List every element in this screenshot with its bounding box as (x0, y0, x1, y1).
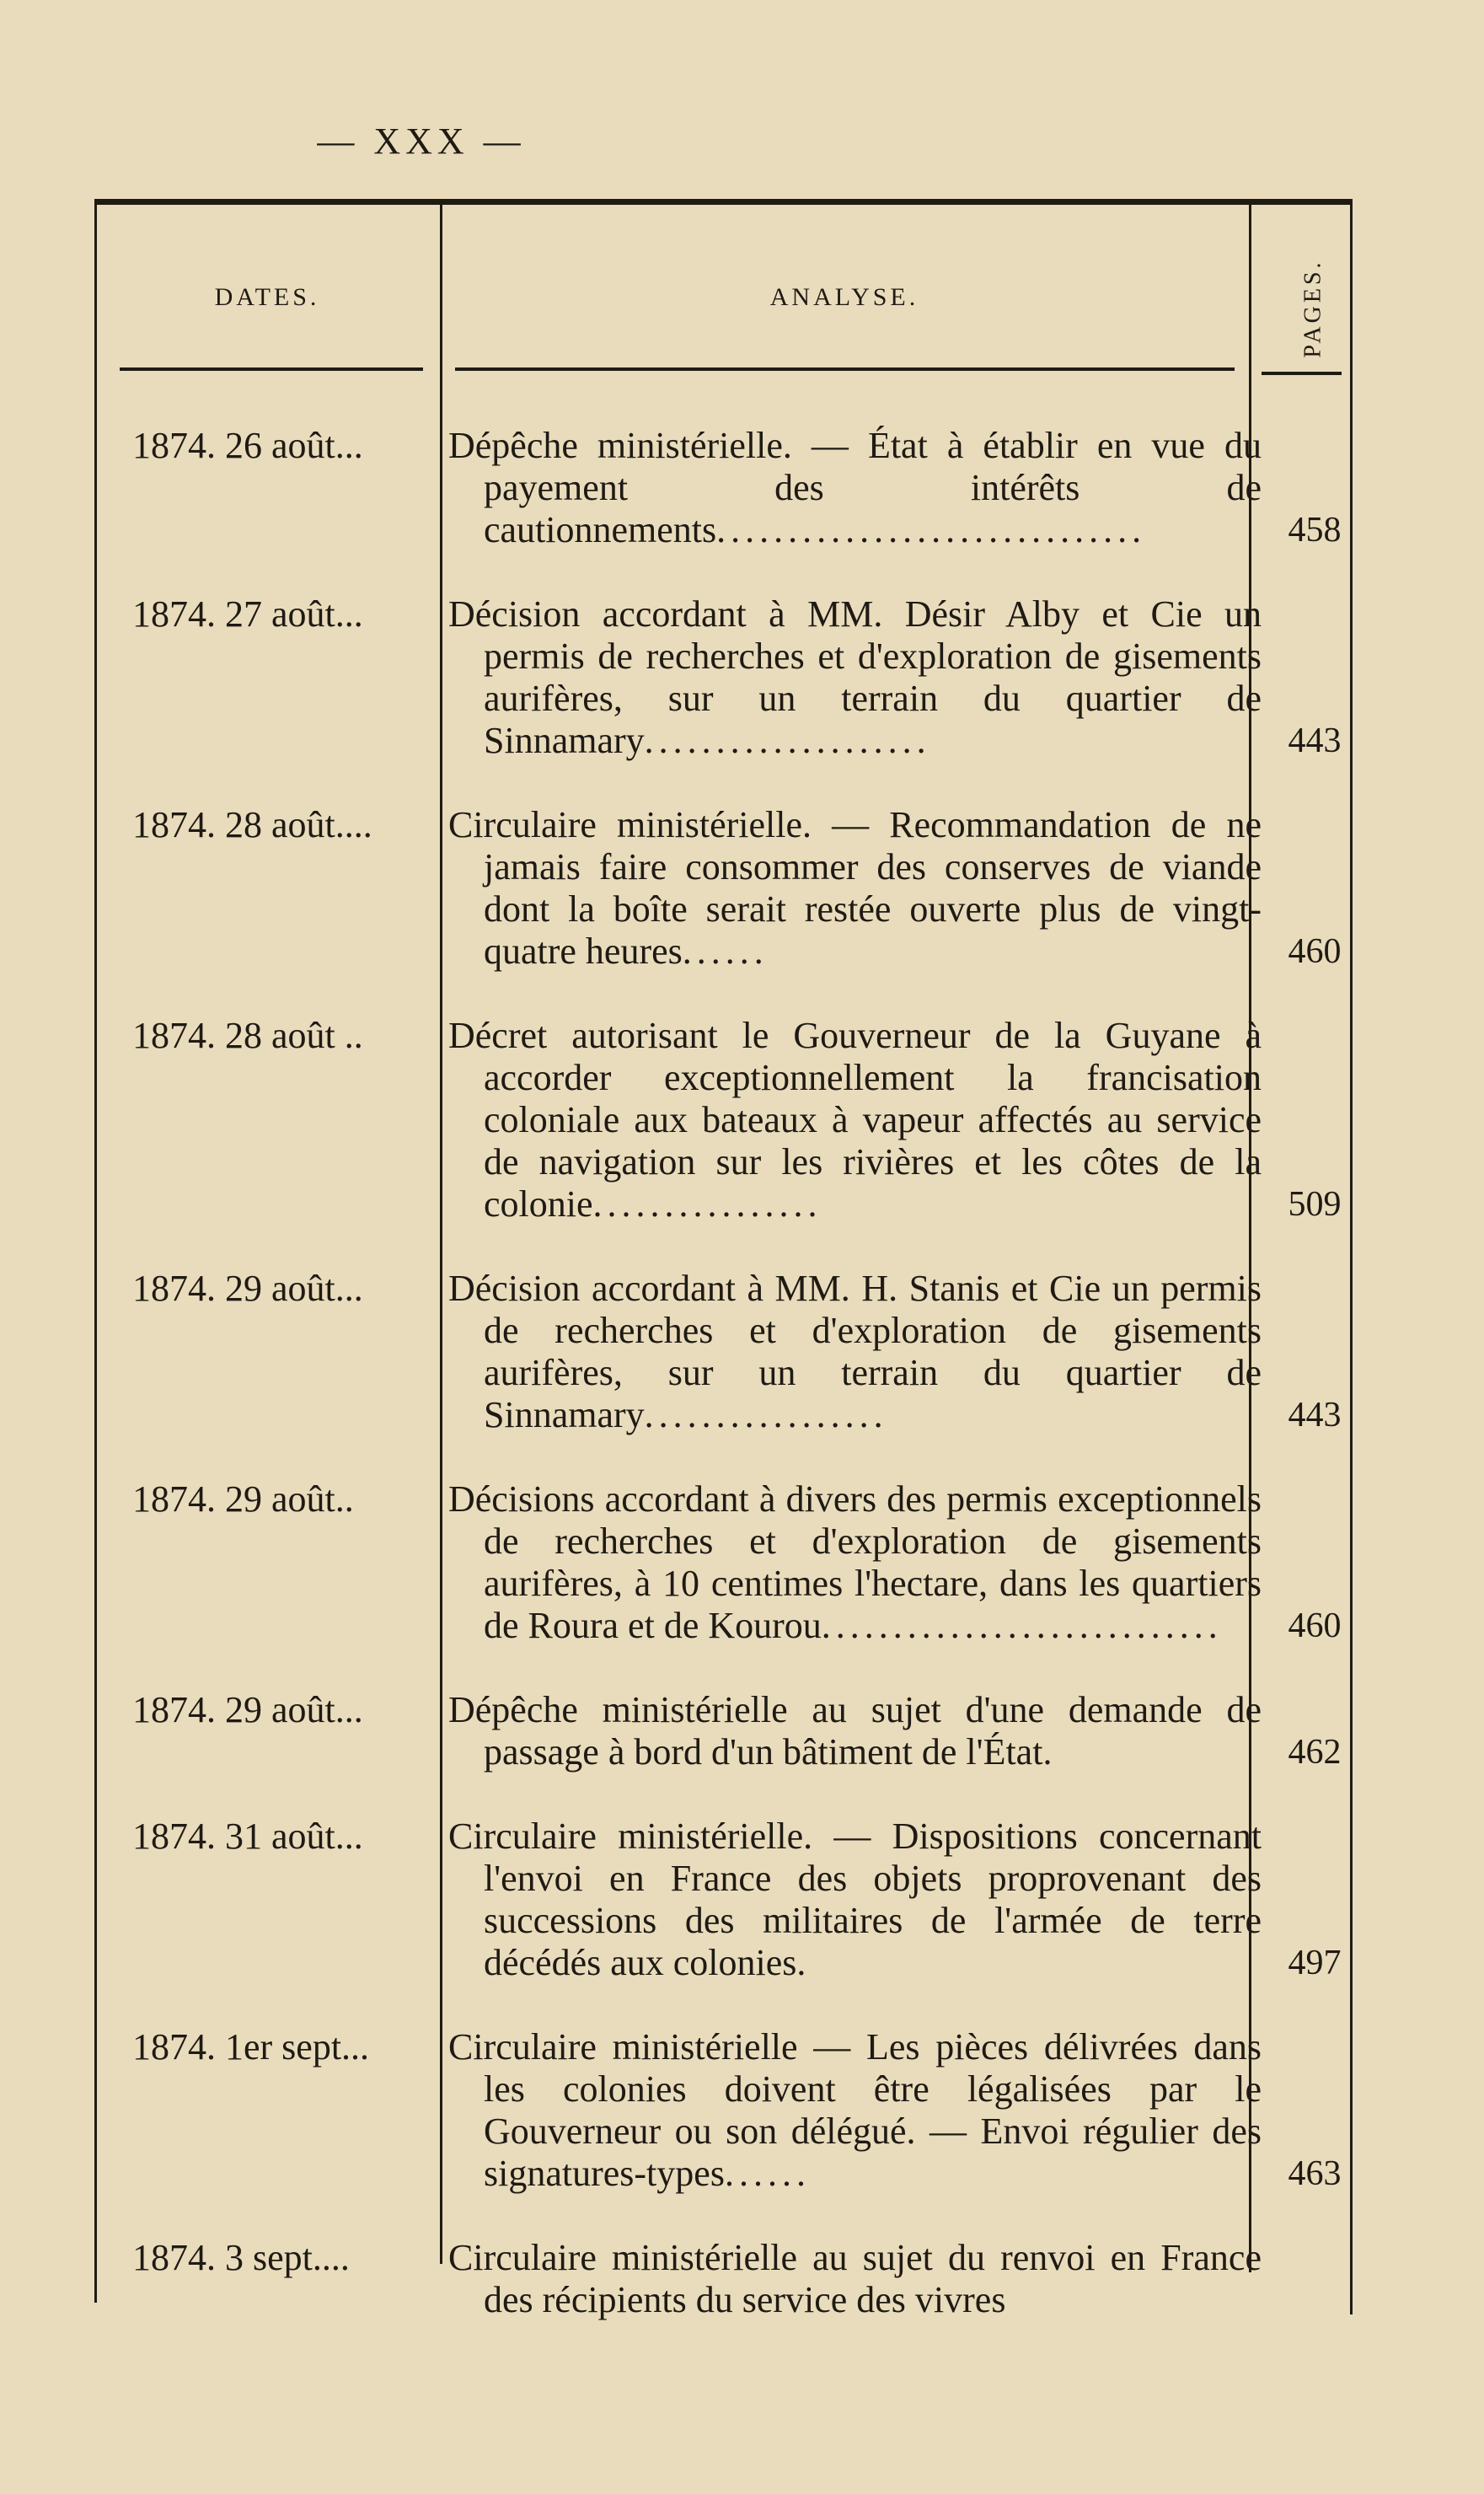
row-analysis (448, 593, 1262, 762)
row-leader: .............................. (716, 509, 1147, 550)
row-leader: .................... (644, 720, 931, 761)
column-header-dates: DATES. (214, 283, 320, 311)
row-date: 1874. 26 août... (132, 425, 363, 466)
row-analysis (448, 1689, 1262, 1773)
row-date: 1874. 3 sept.... (132, 2237, 350, 2278)
row-date: 1874. 29 août... (132, 1689, 363, 1730)
row-page: 497 (1288, 1944, 1342, 1982)
column-header-analysis: ANALYSE. (769, 283, 919, 311)
row-analysis (448, 1268, 1262, 1436)
row-analysis (448, 425, 1262, 551)
row-analysis-text: Décret autorisant le Gouverneur de la Guyane à accorder exceptionnellement la francisation coloniale aux bateaux à vapeur affectés au service de navigation sur les rivières et les côtes de la colonie (448, 1015, 1262, 1225)
table-row (94, 2237, 1358, 2321)
row-analysis (448, 2237, 1262, 2321)
table-row (94, 593, 1358, 762)
row-analysis-text: Circulaire ministérielle au sujet du renvoi en France des récipients du service des vivres (448, 2237, 1262, 2320)
row-page: 460 (1288, 932, 1342, 971)
row-page: 443 (1288, 1396, 1342, 1435)
row-analysis-text: Dépêche ministérielle. — État à établir en vue du payement des intérêts de cautionnements (448, 425, 1262, 550)
column-header-pages-label: PAGES. (1300, 259, 1326, 358)
column-header-pages (1280, 233, 1347, 384)
row-date: 1874. 29 août.. (132, 1478, 354, 1520)
row-analysis-text: Décision accordant à MM. H. Stanis et Cie un permis de recherches et d'exploration de gisements aurifères, sur un terrain du quartier de Sinnamary (448, 1268, 1262, 1435)
table-row (94, 1816, 1358, 1984)
row-page: 458 (1288, 511, 1342, 550)
row-leader: ...... (724, 2153, 811, 2194)
row-date: 1874. 28 août.... (132, 804, 372, 845)
row-analysis-text: Circulaire ministérielle — Les pièces délivrées dans les colonies doivent être légalisées par le Gouverneur ou son délégué. — Envoi régulier des signatures-types (448, 2026, 1262, 2194)
table-row (94, 1689, 1358, 1773)
table-row (94, 1268, 1358, 1436)
table-row (94, 804, 1358, 973)
row-analysis-text: Circulaire ministérielle. — Dispositions concernant l'envoi en France des objets proprovenant des successions des militaires de l'armée de terre décédés aux colonies. (448, 1816, 1262, 1983)
row-leader: ................ (592, 1183, 822, 1225)
row-date: 1874. 28 août .. (132, 1015, 363, 1056)
page-number: — XXX — (317, 121, 526, 162)
table-row (94, 425, 1358, 551)
row-date: 1874. 1er sept... (132, 2026, 370, 2068)
table-rows (94, 425, 1358, 2363)
row-analysis (448, 1015, 1262, 1226)
row-date: 1874. 31 août... (132, 1816, 363, 1857)
row-analysis (448, 2026, 1262, 2195)
row-page: 460 (1288, 1606, 1342, 1645)
row-page: 443 (1288, 721, 1342, 760)
row-leader: ................. (644, 1394, 888, 1435)
table-row (94, 1478, 1358, 1647)
header-rule-analysis (455, 367, 1235, 371)
row-analysis (448, 1816, 1262, 1984)
row-analysis-text: Dépêche ministérielle au sujet d'une demande de passage à bord d'un bâtiment de l'État. (448, 1689, 1262, 1773)
header-rule-dates (120, 367, 423, 371)
row-page: 462 (1288, 1733, 1342, 1772)
row-date: 1874. 27 août... (132, 593, 363, 635)
table-row (94, 1015, 1358, 1226)
row-analysis-text: Décision accordant à MM. Désir Alby et Cie un permis de recherches et d'exploration de gisements aurifères, sur un terrain du quartier de Sinnamary (448, 593, 1262, 761)
row-analysis (448, 804, 1262, 973)
row-leader: ............................ (821, 1605, 1223, 1646)
table-top-rule (94, 199, 1352, 205)
row-date: 1874. 29 août... (132, 1268, 363, 1309)
header-rule-pages (1262, 372, 1342, 375)
table-row (94, 2026, 1358, 2195)
row-analysis-text: Circulaire ministérielle. — Recommandation de ne jamais faire consommer des conserves de viande dont la boîte serait restée ouverte plus de vingt-quatre heures (448, 804, 1262, 972)
chronological-table (94, 199, 1358, 2320)
row-analysis (448, 1478, 1262, 1647)
row-page: 463 (1288, 2154, 1342, 2193)
row-leader: ...... (682, 931, 769, 972)
row-page: 509 (1288, 1185, 1342, 1224)
row-analysis-text: Décisions accordant à divers des permis exceptionnels de recherches et d'exploration de gisements aurifères, à 10 centimes l'hectare, dans les quartiers de Roura et de Kourou (448, 1478, 1262, 1646)
